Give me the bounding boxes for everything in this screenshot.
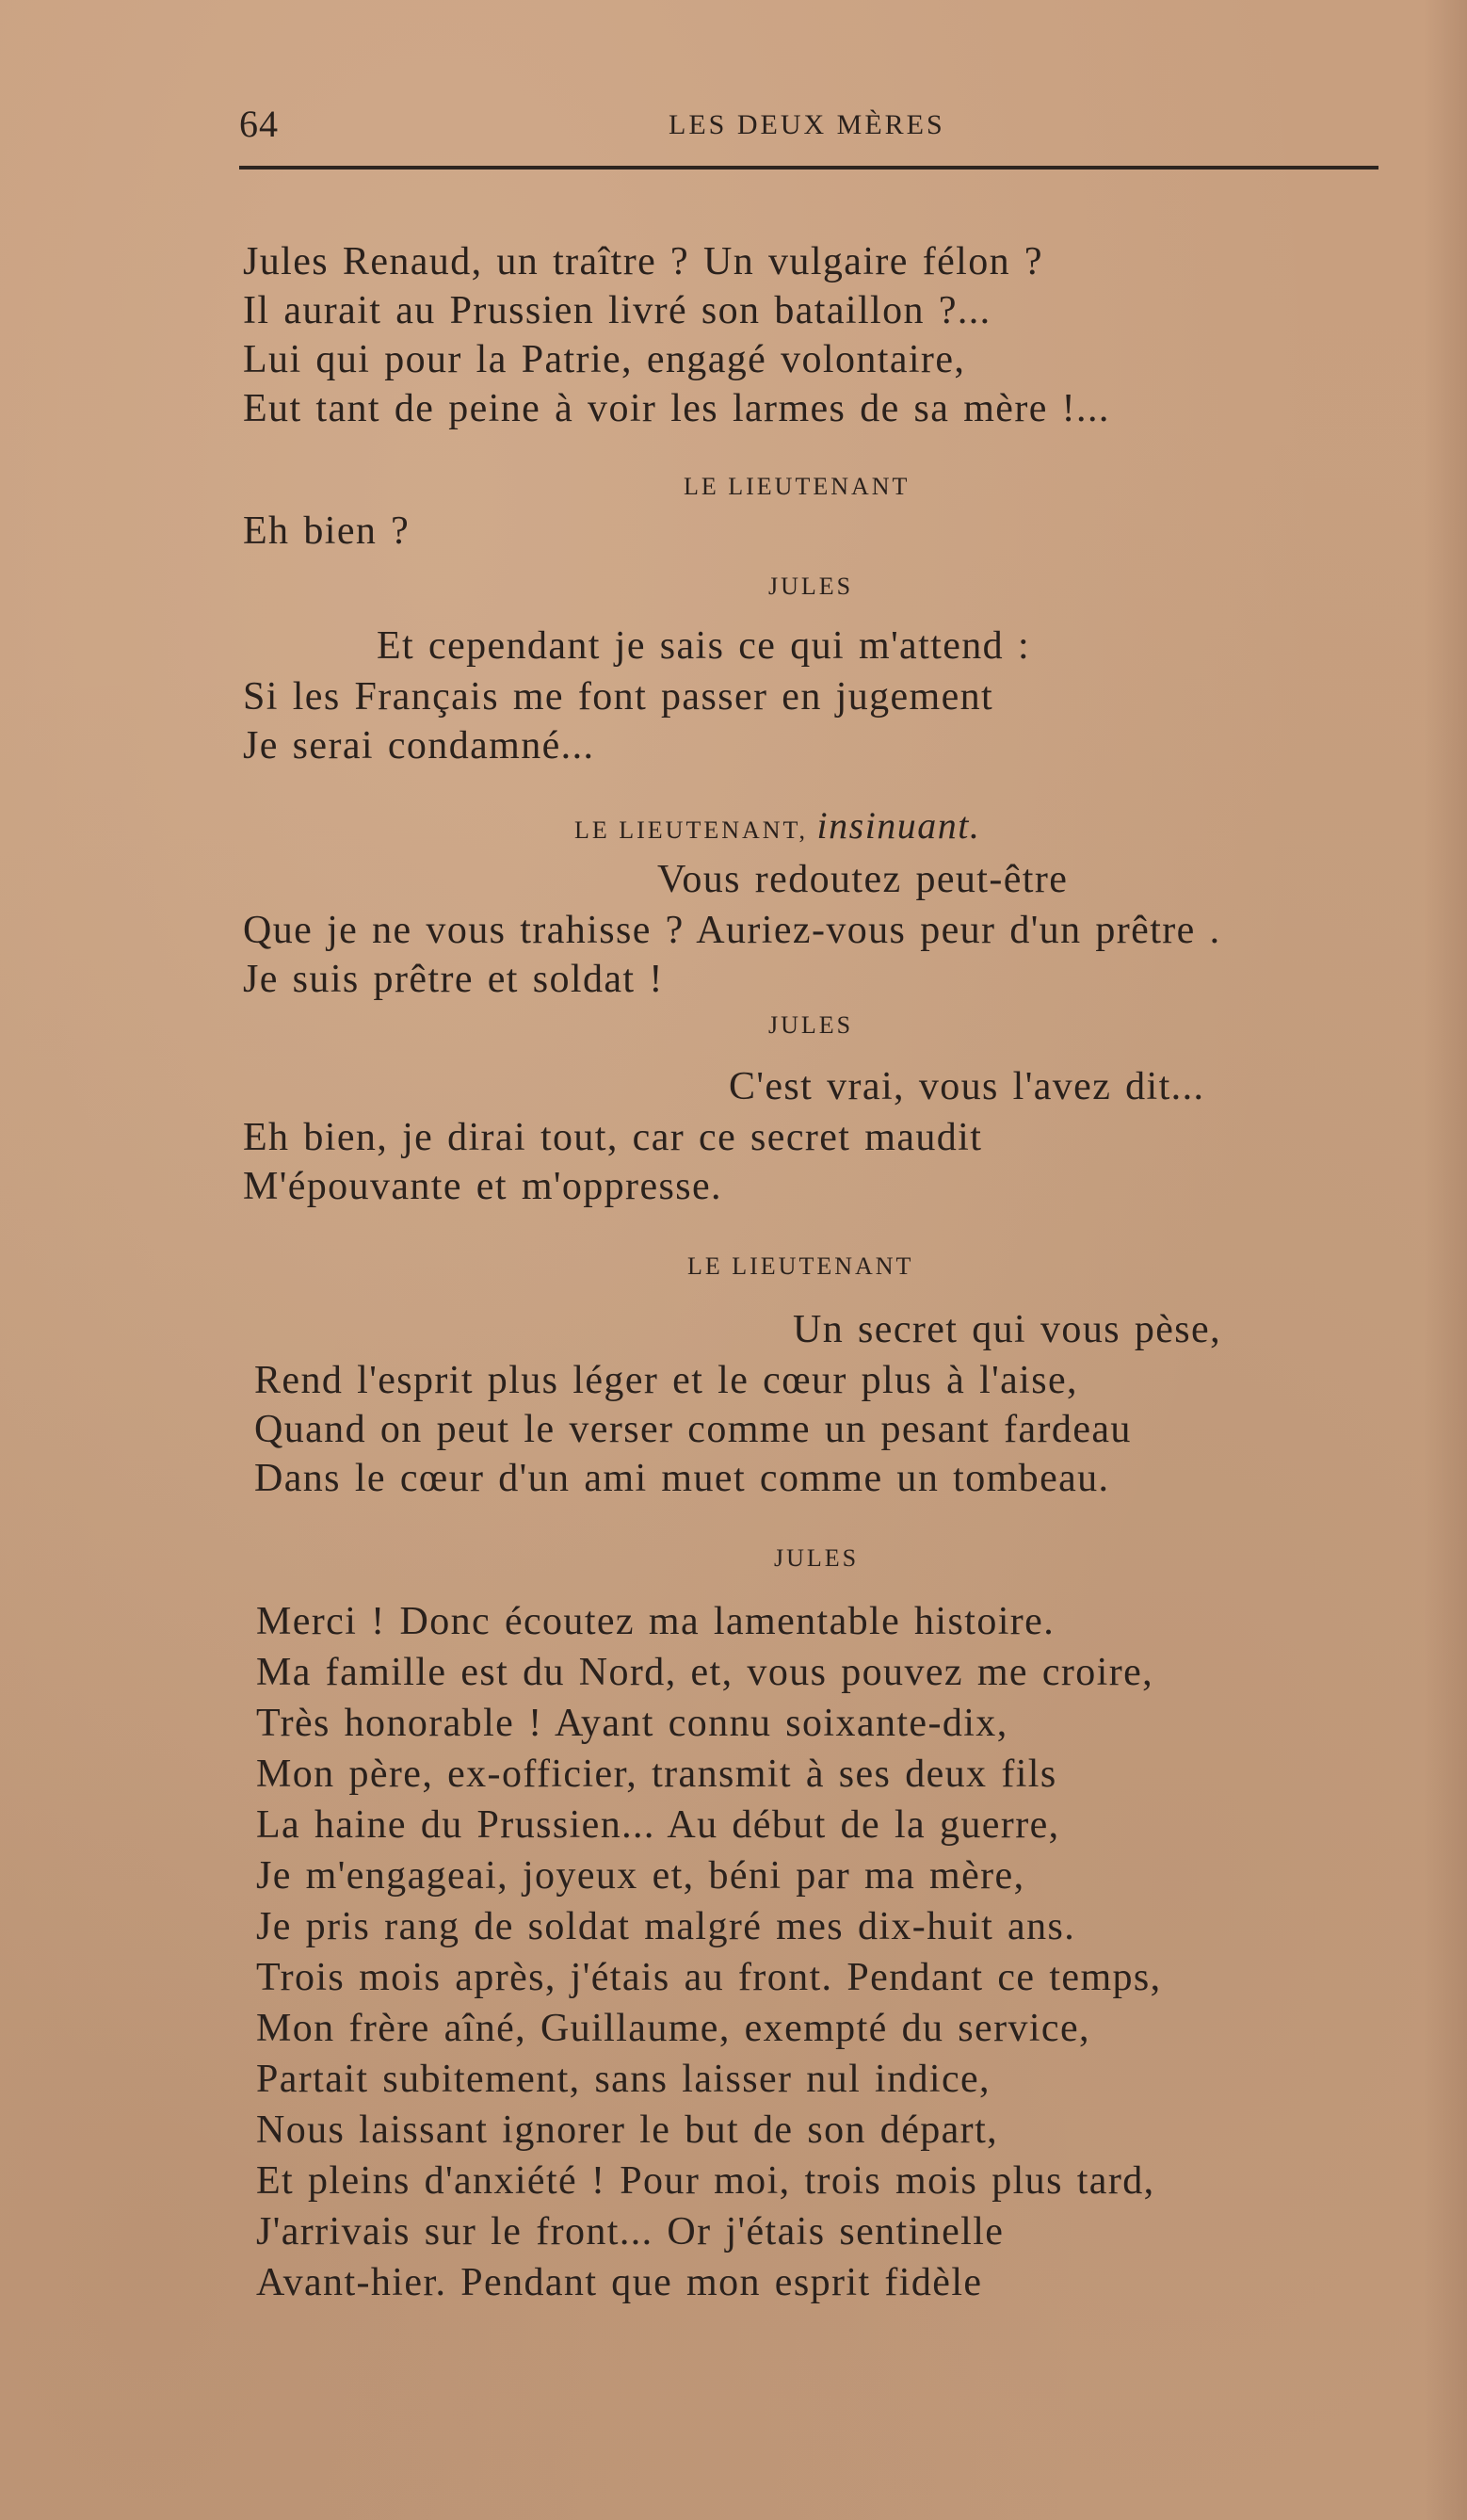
verse-line: Merci ! Donc écoutez ma lamentable histoire. xyxy=(256,1600,1056,1643)
verse-line: Quand on peut le verser comme un pesant fardeau xyxy=(254,1408,1132,1451)
verse-line: Je pris rang de soldat malgré mes dix-huit ans. xyxy=(256,1905,1076,1948)
verse-line: Mon frère aîné, Guillaume, exempté du service, xyxy=(256,2007,1090,2050)
verse-line: J'arrivais sur le front... Or j'étais sentinelle xyxy=(256,2210,1005,2253)
page-edge-shadow xyxy=(1424,0,1467,2520)
verse-line: Un secret qui vous pèse, xyxy=(793,1308,1221,1351)
verse-line: Lui qui pour la Patrie, engagé volontaire, xyxy=(243,338,966,381)
verse-line: Eut tant de peine à voir les larmes de sa mère !... xyxy=(243,387,1110,430)
verse-line: C'est vrai, vous l'avez dit... xyxy=(729,1065,1205,1108)
verse-line: Avant-hier. Pendant que mon esprit fidèle xyxy=(256,2261,983,2304)
verse-line: Nous laissant ignorer le but de son départ, xyxy=(256,2108,999,2152)
verse-line: Eh bien ? xyxy=(243,509,411,553)
verse-line: Très honorable ! Ayant connu soixante-dix, xyxy=(256,1702,1008,1745)
verse-line: La haine du Prussien... Au début de la guerre, xyxy=(256,1803,1060,1847)
verse-line: Et pleins d'anxiété ! Pour moi, trois mois plus tard, xyxy=(256,2159,1155,2203)
verse-line: Et cependant je sais ce qui m'attend : xyxy=(377,624,1031,668)
speaker-name: LE LIEUTENANT, xyxy=(574,816,809,844)
verse-line: Partait subitement, sans laisser nul indice, xyxy=(256,2058,991,2101)
page-header xyxy=(239,102,1378,158)
speaker-name: JULES xyxy=(768,573,854,600)
verse-line: M'épouvante et m'oppresse. xyxy=(243,1165,722,1208)
verse-line: Mon père, ex-officier, transmit à ses deux fils xyxy=(256,1753,1057,1796)
verse-line: Je suis prêtre et soldat ! xyxy=(243,958,664,1001)
verse-line: Vous redoutez peut-être xyxy=(657,858,1069,901)
speaker-stage-direction xyxy=(574,804,981,847)
verse-line: Je m'engageai, joyeux et, béni par ma mère, xyxy=(256,1854,1025,1898)
verse-line: Si les Français me font passer en jugement xyxy=(243,675,994,719)
running-title: LES DEUX MÈRES xyxy=(669,109,945,140)
header-rule xyxy=(239,166,1378,170)
speaker-name: JULES xyxy=(768,1011,854,1039)
verse-line: Trois mois après, j'étais au front. Pendant ce temps, xyxy=(256,1956,1162,1999)
speaker-name: JULES xyxy=(774,1544,860,1572)
verse-line: Jules Renaud, un traître ? Un vulgaire félon ? xyxy=(243,240,1043,283)
speaker-name: LE LIEUTENANT xyxy=(687,1252,914,1280)
verse-line: Dans le cœur d'un ami muet comme un tombeau. xyxy=(254,1457,1110,1500)
verse-line: Que je ne vous trahisse ? Auriez-vous peur d'un prêtre . xyxy=(243,909,1221,952)
verse-line: Il aurait au Prussien livré son bataillon ?... xyxy=(243,289,991,332)
verse-line: Eh bien, je dirai tout, car ce secret maudit xyxy=(243,1116,983,1159)
page-number: 64 xyxy=(239,103,279,145)
speaker-name: LE LIEUTENANT xyxy=(684,473,911,500)
verse-line: Rend l'esprit plus léger et le cœur plus à l'aise, xyxy=(254,1359,1078,1402)
stage-direction: insinuant. xyxy=(816,804,981,847)
verse-line: Ma famille est du Nord, et, vous pouvez me croire, xyxy=(256,1651,1154,1694)
verse-line: Je serai condamné... xyxy=(243,724,595,767)
